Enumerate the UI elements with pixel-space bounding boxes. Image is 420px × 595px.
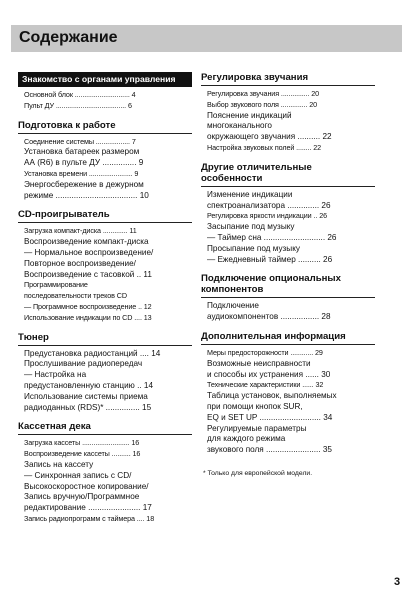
toc-entry[interactable]: Регулируемые параметры для каждого режима звукового поля ........................ 35 <box>207 423 332 455</box>
toc-left-column <box>18 72 192 533</box>
toc-entry[interactable]: Программирование последовательности треков CD — Программное воспроизведение .. 12 <box>24 280 152 311</box>
toc-entry[interactable]: Изменение индикации спектроанализатора .............. 26 <box>207 189 331 210</box>
page-title: Содержание <box>19 29 118 46</box>
toc-entry[interactable]: Таблица установок, выполняемых при помощи кнопок SUR, EQ и SET UP ........................... 34 <box>207 391 337 422</box>
toc-entry[interactable]: Регулировка яркости индикации .. 26 <box>207 211 327 221</box>
toc-entry[interactable]: Просыпание под музыку — Ежедневный таймер .......... 26 <box>207 243 333 264</box>
toc-section <box>18 209 192 323</box>
toc-entry[interactable]: Меры предосторожности ............ 29 <box>207 347 323 357</box>
section-heading: Подготовка к работе <box>18 120 192 134</box>
toc-entry[interactable]: Регулировка звучания ............... 20 <box>207 89 320 98</box>
toc-section <box>18 332 192 414</box>
footnote: * Только для европейской модели. <box>203 469 313 477</box>
toc-entry[interactable]: Прослушивание радиопередач — Настройка на предустановленную станцию .. 14 <box>24 359 154 390</box>
toc-entry[interactable]: Воспроизведение кассеты .......... 16 <box>24 449 141 459</box>
toc-entry[interactable]: Пульт ДУ ..................................... 6 <box>24 100 132 110</box>
toc-right-column <box>201 72 375 477</box>
toc-section <box>201 162 375 266</box>
toc-entry[interactable]: Настройка звуковых полей ........ 22 <box>207 142 322 152</box>
title-bar <box>11 25 402 52</box>
toc-entry[interactable]: Подключение аудиокомпонентов ................. 28 <box>207 301 331 322</box>
toc-entry[interactable]: Использование системы приема радиоданных (RDS)* ............... 15 <box>24 391 152 412</box>
page-number: 3 <box>394 576 401 588</box>
toc-section <box>201 273 375 323</box>
toc-entry[interactable]: Энергосбережение в дежурном режиме .................................... 10 <box>24 179 149 200</box>
toc-entry[interactable]: Установка батареек размером АА (R6) в пульте ДУ ............... 9 <box>24 147 144 168</box>
toc-section <box>18 72 192 112</box>
section-heading: Подключение опциональных компонентов <box>201 273 375 298</box>
toc-section <box>18 421 192 524</box>
toc-section <box>201 72 375 154</box>
toc-entry[interactable]: Возможные неисправности и способы их устранения ...... 30 <box>207 358 331 379</box>
toc-entry[interactable]: Установка времени ....................... 9 <box>24 168 139 178</box>
toc-entry[interactable]: Загрузка кассеты ......................... 16 <box>24 438 140 448</box>
toc-entry[interactable]: Запись на кассету — Синхронная запись с CD/ Высокоскоростное копирование/ Запись вручную/Программное редактирование ....................... 17 <box>24 459 152 513</box>
toc-entry[interactable]: Воспроизведение компакт-диска — Нормальное воспроизведение/ Повторное воспроизведение/ Воспроизведение с тасовкой .. 11 <box>24 237 154 279</box>
toc-entry[interactable]: Соединение системы .................. 7 <box>24 136 136 146</box>
toc-entry[interactable]: Предустановка радиостанций .... 14 <box>24 348 161 358</box>
toc-entry[interactable]: Пояснение индикаций многоканального окружающего звучания .......... 22 <box>207 110 332 142</box>
toc-section <box>201 331 375 456</box>
toc-section <box>18 120 192 202</box>
toc-entry[interactable]: Запись радиопрограмм с таймера .... 18 <box>24 513 155 523</box>
toc-entry[interactable]: Технические характеристики ...... 32 <box>207 380 324 390</box>
toc-entry[interactable]: Использование индикации по CD .... 13 <box>24 312 152 322</box>
section-heading: Знакомство с органами управления <box>18 72 192 87</box>
section-heading: Дополнительная информация <box>201 331 375 345</box>
toc-entry[interactable]: Загрузка компакт-диска ............. 11 <box>24 226 137 236</box>
toc-entry[interactable]: Выбор звукового поля .............. 20 <box>207 99 317 109</box>
section-heading: Регулировка звучания <box>201 72 375 86</box>
section-heading: Кассетная дека <box>18 421 192 435</box>
section-heading: Другие отличительные особенности <box>201 162 375 187</box>
toc-entry[interactable]: Основной блок ............................. 4 <box>24 90 136 99</box>
section-heading: CD-проигрыватель <box>18 209 192 223</box>
section-heading: Тюнер <box>18 332 192 346</box>
toc-entry[interactable]: Засыпание под музыку — Таймер сна ........................... 26 <box>207 222 337 242</box>
